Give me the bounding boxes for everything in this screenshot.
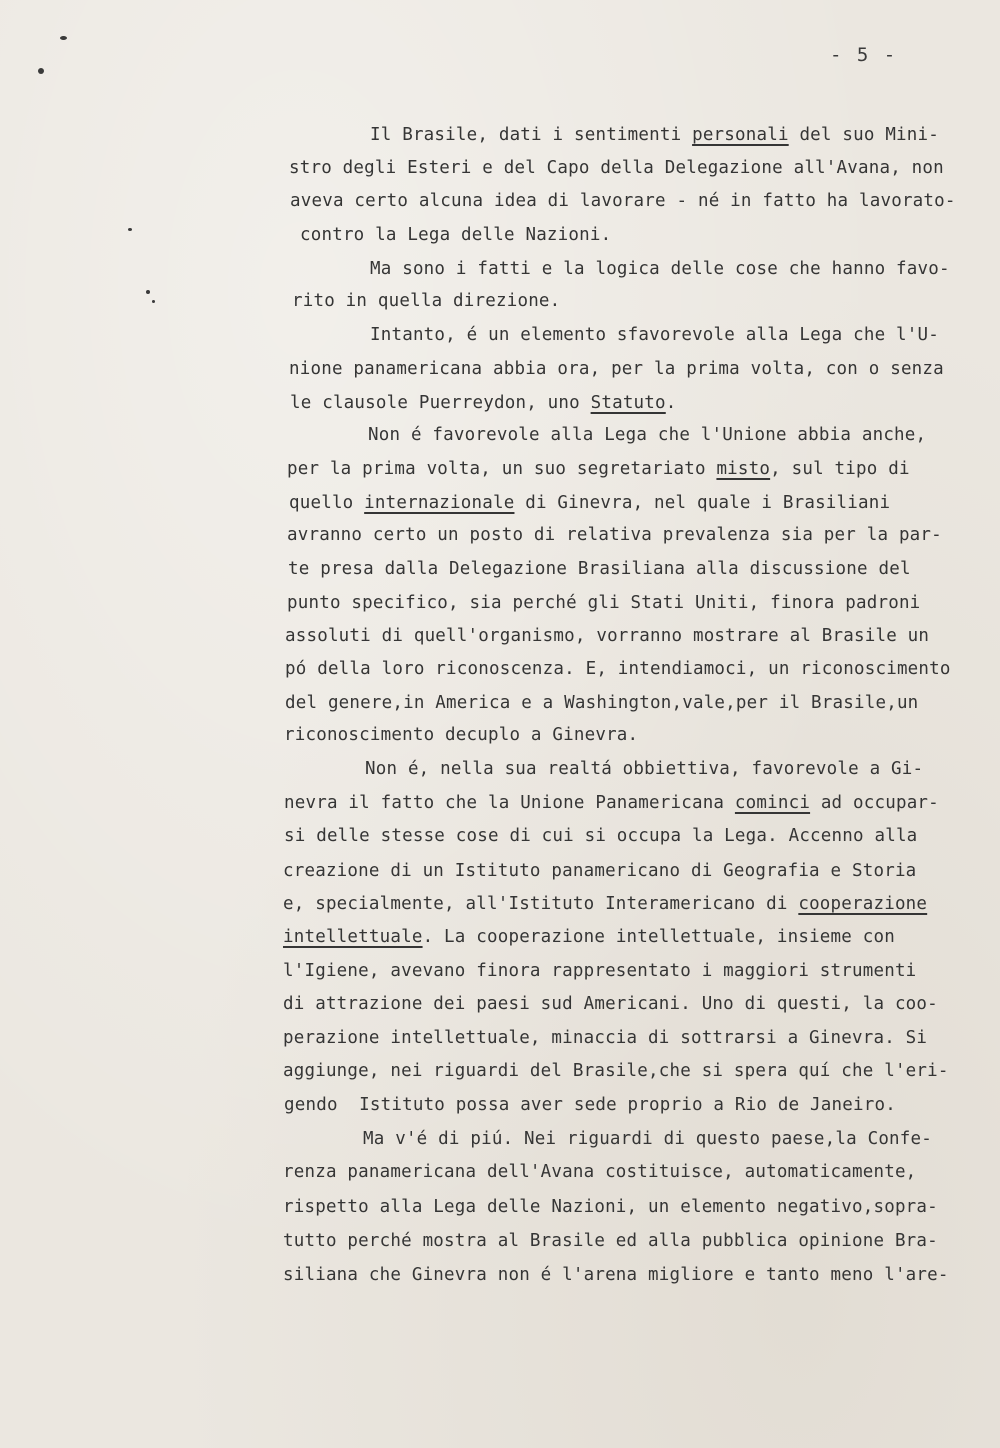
- text-segment: Non é, nella sua realtá obbiettiva, favorevole a Gi-: [365, 759, 924, 779]
- text-segment: . La cooperazione intellettuale, insieme con: [422, 927, 895, 947]
- text-segment: del suo Mini-: [788, 125, 940, 145]
- text-segment: creazione di un Istituto panamericano di Geografia e Storia: [283, 861, 917, 881]
- text-segment: contro la Lega delle Nazioni.: [300, 225, 612, 245]
- text-line: [289, 492, 890, 514]
- text-line: [283, 960, 916, 982]
- text-line: [283, 1161, 916, 1183]
- text-line: [283, 1196, 938, 1218]
- text-segment: ad occupar-: [810, 793, 939, 813]
- text-segment: le clausole Puerreydon, uno: [290, 393, 591, 413]
- text-segment: si delle stesse cose di cui si occupa la Lega. Accenno alla: [284, 826, 918, 846]
- text-segment: Ma v'é di piú. Nei riguardi di questo paese,la Confe-: [363, 1129, 933, 1149]
- text-segment: Ma sono i fatti e la logica delle cose che hanno favo-: [370, 259, 950, 279]
- text-segment: riconoscimento decuplo a Ginevra.: [284, 725, 639, 745]
- text-segment: pó della loro riconoscenza. E, intendiamoci, un riconoscimento: [285, 659, 951, 679]
- text-line: [370, 124, 939, 146]
- text-segment: renza panamericana dell'Avana costituisce, automaticamente,: [283, 1162, 917, 1182]
- text-line: [300, 224, 611, 246]
- text-segment: Intanto, é un elemento sfavorevole alla Lega che l'U-: [370, 325, 940, 345]
- text-line: [287, 592, 920, 614]
- page-number: - 5 -: [830, 44, 898, 66]
- text-segment: del genere,in America e a Washington,vale,per il Brasile,un: [285, 693, 919, 713]
- underlined-word: intellettuale: [283, 927, 423, 947]
- underlined-word: cominci: [734, 793, 811, 813]
- text-segment: punto specifico, sia perché gli Stati Uniti, finora padroni: [287, 593, 921, 613]
- text-line: [285, 658, 951, 680]
- text-line: [283, 1230, 938, 1252]
- text-line: [290, 392, 677, 414]
- text-segment: Il Brasile, dati i sentimenti: [370, 125, 693, 145]
- text-line: [288, 558, 911, 580]
- text-segment: stro degli Esteri e del Capo della Delegazione all'Avana, non: [289, 158, 944, 178]
- text-segment: assoluti di quell'organismo, vorranno mostrare al Brasile un: [285, 626, 930, 646]
- text-line: [290, 190, 956, 212]
- text-segment: di attrazione dei paesi sud Americani. Uno di questi, la coo-: [283, 994, 938, 1014]
- text-line: [287, 458, 910, 480]
- text-line: [283, 1027, 927, 1049]
- text-segment: nevra il fatto che la Unione Panamericana: [284, 793, 735, 813]
- text-segment: Non é favorevole alla Lega che l'Unione abbia anche,: [368, 425, 927, 445]
- text-line: [370, 324, 939, 346]
- text-line: [289, 157, 944, 179]
- text-segment: rito in quella direzione.: [292, 291, 561, 311]
- text-segment: di Ginevra, nel quale i Brasiliani: [514, 493, 891, 513]
- text-segment: , sul tipo di: [770, 459, 910, 479]
- text-segment: l'Igiene, avevano finora rappresentato i maggiori strumenti: [283, 961, 917, 981]
- text-segment: e, specialmente, all'Istituto Interamericano di: [283, 894, 799, 914]
- text-segment: rispetto alla Lega delle Nazioni, un elemento negativo,sopra-: [283, 1197, 938, 1217]
- text-segment: aveva certo alcuna idea di lavorare - né in fatto ha lavorato-: [290, 191, 956, 211]
- text-segment: .: [665, 393, 677, 413]
- text-segment: avranno certo un posto di relativa prevalenza sia per la par-: [287, 525, 942, 545]
- underlined-word: cooperazione: [798, 894, 928, 914]
- text-segment: tutto perché mostra al Brasile ed alla pubblica opinione Bra-: [283, 1231, 938, 1251]
- text-line: [283, 860, 916, 882]
- text-line: [287, 524, 942, 546]
- text-line: [284, 825, 917, 847]
- text-line: [289, 358, 944, 380]
- text-segment: quello: [289, 493, 365, 513]
- text-segment: gendo Istituto possa aver sede proprio a Rio de Janeiro.: [284, 1095, 896, 1115]
- text-line: [365, 758, 923, 780]
- underlined-word: personali: [692, 125, 789, 145]
- text-segment: siliana che Ginevra non é l'arena migliore e tanto meno l'are-: [283, 1265, 949, 1285]
- text-line: [368, 424, 926, 446]
- text-line: [284, 792, 939, 814]
- text-line: [283, 993, 938, 1015]
- text-segment: nione panamericana abbia ora, per la prima volta, con o senza: [289, 359, 944, 379]
- underlined-word: Statuto: [590, 393, 666, 413]
- text-segment: perazione intellettuale, minaccia di sottrarsi a Ginevra. Si: [283, 1028, 928, 1048]
- text-line: [283, 893, 927, 915]
- text-line: [285, 692, 918, 714]
- text-line: [283, 1060, 949, 1082]
- text-line: [370, 258, 950, 280]
- text-segment: per la prima volta, un suo segretariato: [287, 459, 717, 479]
- text-line: [284, 724, 638, 746]
- underlined-word: internazionale: [364, 493, 515, 513]
- text-line: [283, 1264, 949, 1286]
- text-line: [292, 290, 560, 312]
- text-segment: aggiunge, nei riguardi del Brasile,che si spera quí che l'eri-: [283, 1061, 949, 1081]
- text-line: [283, 926, 895, 948]
- text-line: [285, 625, 929, 647]
- text-line: [363, 1128, 932, 1150]
- text-line: [284, 1094, 896, 1116]
- text-segment: te presa dalla Delegazione Brasiliana alla discussione del: [288, 559, 911, 579]
- underlined-word: misto: [716, 459, 771, 479]
